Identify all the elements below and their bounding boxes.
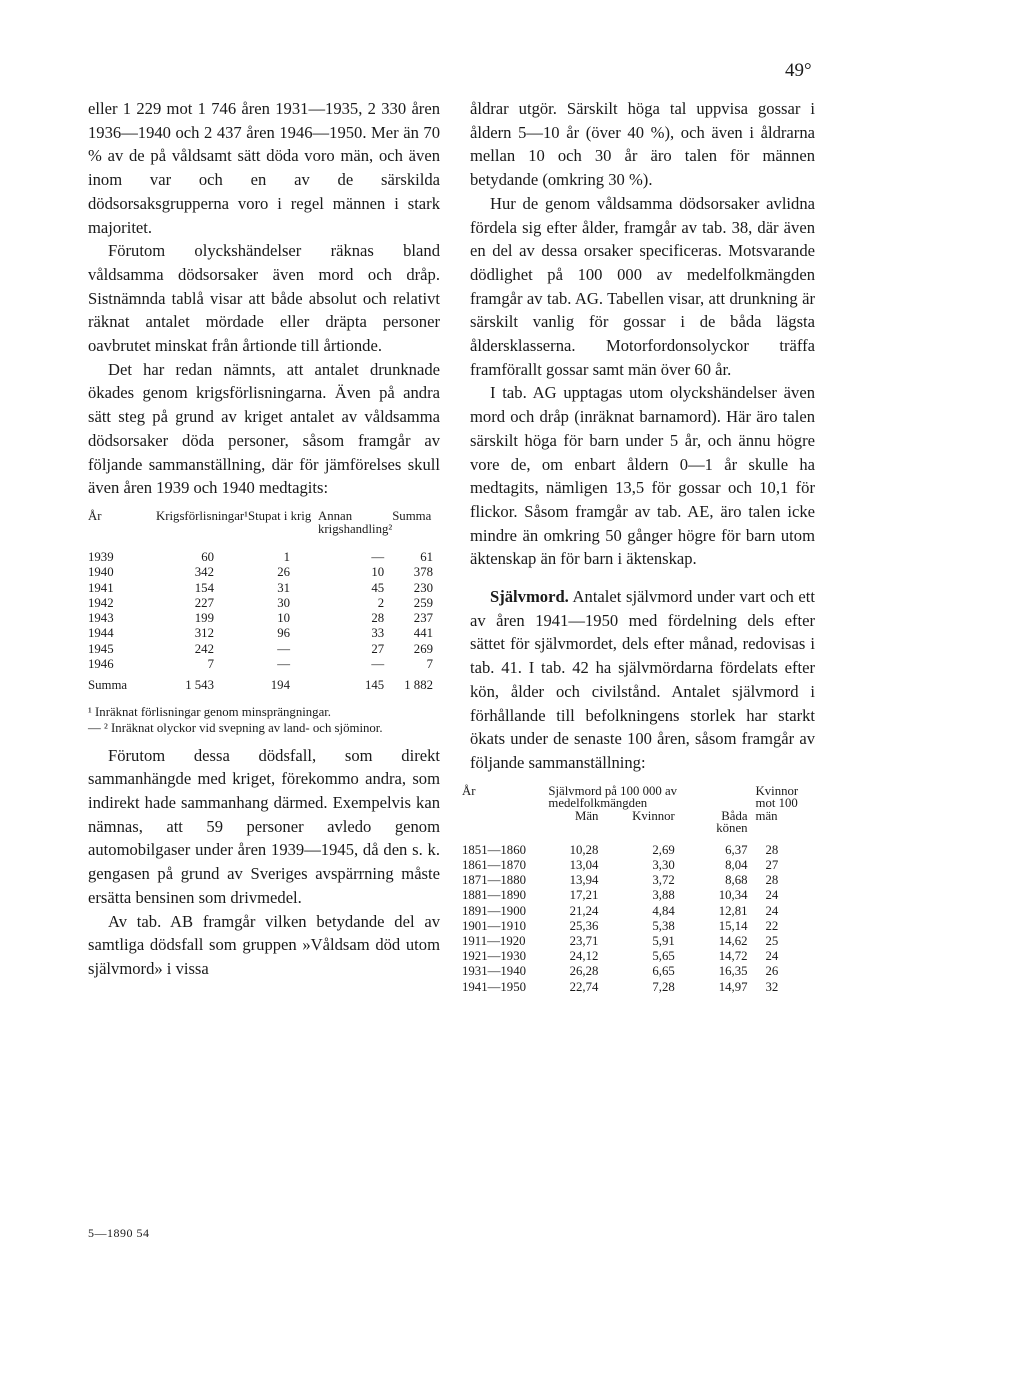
war-deaths-table [88, 510, 433, 694]
table-row [462, 964, 802, 979]
table-cell: 13,04 [569, 857, 599, 872]
table-cell: 441 [413, 626, 433, 641]
table-row [88, 657, 433, 672]
table-cell: 23,71 [569, 933, 599, 948]
table-cell: 12,81 [718, 903, 748, 918]
paragraph: Av tab. AB framgår vilken betydande del av samtliga dödsfall som gruppen »Våldsam död utom självmord» i vissa [88, 911, 440, 978]
table-row [88, 596, 433, 611]
table-cell: — [277, 641, 290, 656]
table-cell: 237 [413, 611, 433, 626]
table-cell: 10 [371, 565, 385, 580]
table-cell: 13,94 [569, 873, 599, 888]
table-cell: 1861—1870 [462, 857, 526, 872]
table-cell: 4,84 [652, 903, 675, 918]
table-cell: 25,36 [569, 918, 599, 933]
table-row [462, 919, 802, 934]
column-header: År [462, 783, 476, 798]
table-row [462, 904, 802, 919]
table-cell: Summa [88, 678, 128, 693]
table-cell: 96 [277, 626, 290, 641]
table-cell: 24 [765, 903, 779, 918]
table-cell: 60 [201, 549, 214, 564]
table-cell: 1 882 [404, 678, 433, 693]
table-cell: 3,72 [652, 873, 675, 888]
table-cell: — [371, 549, 385, 564]
table-cell: 27 [765, 857, 779, 872]
table-row [462, 843, 802, 858]
table-cell: 26,28 [569, 964, 599, 979]
table-cell: 10 [277, 611, 290, 626]
table-cell: 7,28 [652, 979, 675, 994]
suicide-table [462, 785, 802, 995]
table-cell: 61 [420, 549, 433, 564]
paragraph: Förutom dessa dödsfall, som direkt sammanhängde med kriget, förekommo andra, som indirekt hade sammanhang därmed. Exempelvis kan nämnas, att 59 personer avledo genom automobilgaser under åren 1939—1945, då den s. k. gengasen på grund av Sveriges avspärrning måste ersätta bensinen som drivmedel. [88, 745, 440, 907]
table-cell: 16,35 [718, 964, 748, 979]
table-cell: 1941 [88, 580, 114, 595]
table-cell: 1911—1920 [462, 933, 526, 948]
table-cell: 30 [277, 595, 290, 610]
table-cell: 45 [371, 580, 385, 595]
table-row [462, 934, 802, 949]
table-cell: 25 [765, 933, 779, 948]
footnotes [88, 704, 440, 736]
column-header: Kvinnor [632, 808, 675, 823]
table-cell: 21,24 [569, 903, 599, 918]
table-cell: 17,21 [569, 888, 599, 903]
table-cell: 24 [765, 888, 779, 903]
table-cell: 3,30 [652, 857, 675, 872]
paragraph: Förutom olyckshändelser räknas bland våldsamma dödsorsaker även mord och dråp. Sistnämnda tablå visar att både absolut och relativt räknat antalet mördade eller dräpta personer oavbrutet minskat från årtionde till årtionde. [88, 241, 440, 356]
table-cell: 1921—1930 [462, 949, 526, 964]
table-cell: 5,38 [652, 918, 675, 933]
table-cell: 1941—1950 [462, 979, 526, 994]
table-cell: 2,69 [652, 842, 675, 857]
column-header: Båda könen [716, 808, 748, 836]
table-cell: 24,12 [569, 949, 599, 964]
table-cell: 1851—1860 [462, 842, 526, 857]
table-cell: 1940 [88, 565, 114, 580]
table-cell: 312 [194, 626, 214, 641]
table-cell: 1942 [88, 595, 114, 610]
table-cell: 145 [364, 678, 385, 693]
paragraph: eller 1 229 mot 1 746 åren 1931—1935, 2 330 åren 1936—1940 och 2 437 åren 1946—1950. Mer än 70 % av de på våldsamt sätt döda voro män, och även inom var och en av de särskilda dödsorsaksgrupperna voro i regel männen i stark majoritet. [88, 99, 440, 237]
column-header: Annan krigshandling² [317, 508, 393, 536]
table-cell: 10,34 [718, 888, 748, 903]
print-code: 5—1890 54 [88, 1226, 150, 1240]
table-row [88, 611, 433, 626]
table-cell: 5,91 [652, 933, 675, 948]
section-heading: Självmord. [490, 587, 569, 607]
left-column [88, 97, 440, 981]
paragraph [470, 585, 815, 775]
table-cell: 154 [194, 580, 214, 595]
column-header: År [88, 508, 102, 523]
table-cell: 7 [426, 657, 433, 672]
table-cell: 227 [194, 595, 214, 610]
table-row [462, 888, 802, 903]
table-row [462, 858, 802, 873]
table-cell: 14,72 [718, 949, 748, 964]
table-cell: 1944 [88, 626, 114, 641]
paragraph: åldrar utgör. Särskilt höga tal uppvisa gossar i åldern 5—10 år (över 40 %), och även i åldrarna mellan 10 och 30 år äro talen för männen betydande (omkring 30 %). [470, 99, 815, 190]
table-cell: 230 [413, 580, 433, 595]
footnote: — ² Inräknat olyckor vid svepning av land- och sjöminor. [88, 720, 383, 735]
table-cell: 342 [194, 565, 214, 580]
table-cell: — [277, 657, 290, 672]
table-cell: 8,04 [725, 857, 748, 872]
table-cell: 1901—1910 [462, 918, 526, 933]
table-cell: 22 [765, 918, 779, 933]
sum-row [88, 672, 433, 693]
paragraph: Hur de genom våldsamma dödsorsaker avlidna fördela sig efter ålder, framgår av tab. 38, där även en del av dessa orsaker specificeras. Motsvarande dödlighet på 100 000 av medelfolkmängden framgår av tab. AG. Tabellen visar, att drunkning är särskilt vanlig för gossar i de båda lägsta åldersklasserna. Motorfordonsolyckor träffa framförallt gossar samt män över 60 år. [470, 193, 815, 379]
column-header: Summa [392, 508, 432, 523]
table-cell: 378 [413, 565, 433, 580]
table-cell: 6,37 [725, 842, 748, 857]
table-cell: 7 [207, 657, 214, 672]
table-cell: 14,62 [718, 933, 748, 948]
table-cell: 194 [270, 678, 290, 693]
table-cell: 199 [194, 611, 214, 626]
table-cell: — [371, 657, 385, 672]
table-row [462, 873, 802, 888]
table-cell: 33 [371, 626, 385, 641]
table-row [88, 626, 433, 641]
table-cell: 242 [194, 641, 214, 656]
table-cell: 2 [377, 595, 385, 610]
table-cell: 1 [283, 549, 290, 564]
paragraph: Det har redan nämnts, att antalet drunknade ökades genom krigsförlisningarna. Även på andra sätt steg på grund av kriget antalet av våldsamma dödsorsaker döda personer, såsom framgår av följande sammanställning, där för jämförelses skull även åren 1939 och 1940 medtagits: [88, 359, 440, 498]
table-cell: 22,74 [569, 979, 599, 994]
table-cell: 24 [765, 949, 779, 964]
column-header: Kvinnor mot 100 män [755, 783, 799, 823]
table-row [88, 642, 433, 657]
footnote: ¹ Inräknat förlisningar genom minsprängningar. [88, 704, 332, 719]
table-row [88, 581, 433, 596]
table-cell: 1939 [88, 549, 114, 564]
table-cell: 1931—1940 [462, 964, 526, 979]
right-column [462, 97, 815, 995]
table-cell: 27 [371, 641, 385, 656]
table-cell: 3,88 [652, 888, 675, 903]
table-cell: 8,68 [725, 873, 748, 888]
table-cell: 1871—1880 [462, 873, 526, 888]
table-cell: 32 [765, 979, 779, 994]
table-cell: 10,28 [569, 842, 599, 857]
table-cell: 5,65 [652, 949, 675, 964]
column-header: Stupat i krig [247, 508, 312, 523]
table-cell: 269 [413, 641, 433, 656]
table-cell: 26 [765, 964, 779, 979]
table-cell: 28 [371, 611, 385, 626]
table-cell: 1881—1890 [462, 888, 526, 903]
table-cell: 28 [765, 873, 779, 888]
table-row [462, 980, 802, 995]
table-cell: 31 [277, 580, 290, 595]
table-cell: 1891—1900 [462, 903, 526, 918]
table-cell: 1943 [88, 611, 114, 626]
table-row [88, 565, 433, 580]
column-header: Män [574, 808, 599, 823]
table-cell: 15,14 [718, 918, 748, 933]
table-row [88, 550, 433, 565]
table-cell: 259 [413, 595, 433, 610]
table-cell: 1 543 [185, 678, 214, 693]
table-cell: 14,97 [718, 979, 748, 994]
table-row [462, 949, 802, 964]
column-header: Krigsförlisningar¹ [156, 508, 248, 523]
table-cell: 6,65 [652, 964, 675, 979]
table-cell: 1946 [88, 657, 114, 672]
table-cell: 28 [765, 842, 779, 857]
column-header: Självmord på 100 000 av medelfolkmängden [548, 783, 678, 811]
table-cell: 26 [277, 565, 290, 580]
table-cell: 1945 [88, 641, 114, 656]
paragraph-text: Antalet självmord under vart och ett av åren 1941—1950 med fördelning dels efter sättet för självmordet, dels efter månad, redovisas i tab. 41. I tab. 42 ha självmördarna fördelats efter kön, ålder och civilstånd. Antalet självmord i förhållande till befolkningens storlek har starkt ökats under de senaste 100 åren, såsom framgår av följande sammanställning: [470, 587, 815, 772]
page-number: 49° [785, 60, 812, 81]
paragraph: I tab. AG upptagas utom olyckshändelser även mord och dråp (inräknat barnamord). Här äro talen särskilt höga för barn under 5 år, och ännu högre vore de, om enbart åldern 0—1 år skulle ha medtagits, nämligen 13,5 för gossar och 10,1 för flickor. Såsom framgår av tab. AE, äro talen icke mindre än omkring 50 gånger högre för barn utom äktenskap än för barn i äktenskap. [470, 383, 815, 569]
